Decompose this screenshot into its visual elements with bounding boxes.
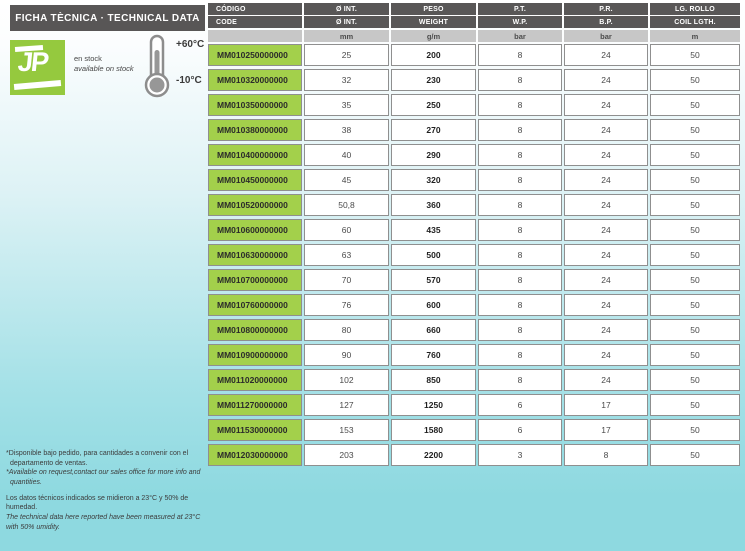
value-cell: 80 bbox=[304, 319, 389, 341]
value-cell: 102 bbox=[304, 369, 389, 391]
value-cell: 24 bbox=[564, 369, 648, 391]
header-wp: W.P. bbox=[478, 16, 562, 28]
value-cell: 660 bbox=[391, 319, 476, 341]
value-cell: 8 bbox=[478, 144, 562, 166]
value-cell: 360 bbox=[391, 194, 476, 216]
header-pt: P.T. bbox=[478, 3, 562, 15]
value-cell: 24 bbox=[564, 94, 648, 116]
table-row bbox=[208, 94, 742, 116]
table-row bbox=[208, 69, 742, 91]
value-cell: 2200 bbox=[391, 444, 476, 466]
header-coil-lgth: COIL LGTH. bbox=[650, 16, 740, 28]
temperature-min: -10°C bbox=[176, 75, 202, 86]
code-cell: MM011020000000 bbox=[208, 369, 302, 391]
table-row bbox=[208, 444, 742, 466]
value-cell: 600 bbox=[391, 294, 476, 316]
value-cell: 200 bbox=[391, 44, 476, 66]
value-cell: 500 bbox=[391, 244, 476, 266]
header-diam-int: Ø INT. bbox=[304, 3, 389, 15]
value-cell: 6 bbox=[478, 394, 562, 416]
header-weight: WEIGHT bbox=[391, 16, 476, 28]
table-row bbox=[208, 219, 742, 241]
value-cell: 8 bbox=[478, 244, 562, 266]
value-cell: 8 bbox=[478, 169, 562, 191]
code-cell: MM010800000000 bbox=[208, 319, 302, 341]
table-row bbox=[208, 194, 742, 216]
value-cell: 17 bbox=[564, 419, 648, 441]
table-row bbox=[208, 369, 742, 391]
jp-logo-bottom-bar bbox=[14, 80, 61, 90]
header-peso: PESO bbox=[391, 3, 476, 15]
code-cell: MM010760000000 bbox=[208, 294, 302, 316]
footnote-availability-es: *Disponible bajo pedido, para cantidades a convenir con el departamento de ventas. bbox=[6, 450, 189, 467]
code-cell: MM010320000000 bbox=[208, 69, 302, 91]
value-cell: 45 bbox=[304, 169, 389, 191]
value-cell: 76 bbox=[304, 294, 389, 316]
value-cell: 50 bbox=[650, 194, 740, 216]
jp-logo-text: JP bbox=[16, 47, 49, 77]
value-cell: 70 bbox=[304, 269, 389, 291]
stock-label-en: available on stock bbox=[74, 64, 134, 74]
value-cell: 50 bbox=[650, 219, 740, 241]
table-body bbox=[208, 44, 742, 466]
header-bp: B.P. bbox=[564, 16, 648, 28]
value-cell: 203 bbox=[304, 444, 389, 466]
value-cell: 6 bbox=[478, 419, 562, 441]
temperature-max: +60°C bbox=[176, 39, 205, 50]
value-cell: 50 bbox=[650, 169, 740, 191]
footnote-conditions-en: The technical data here reported have been measured at 23°C with 50% umidity. bbox=[6, 513, 201, 531]
value-cell: 50,8 bbox=[304, 194, 389, 216]
table-header-row-es bbox=[208, 3, 742, 15]
value-cell: 1580 bbox=[391, 419, 476, 441]
jp-logo bbox=[10, 40, 65, 95]
value-cell: 24 bbox=[564, 219, 648, 241]
value-cell: 320 bbox=[391, 169, 476, 191]
value-cell: 230 bbox=[391, 69, 476, 91]
header-codigo: CÓDIGO bbox=[208, 3, 302, 15]
unit-empty bbox=[208, 30, 302, 42]
value-cell: 50 bbox=[650, 419, 740, 441]
page-title: FICHA TÈCNICA · TECHNICAL DATA bbox=[10, 5, 205, 31]
value-cell: 50 bbox=[650, 444, 740, 466]
value-cell: 50 bbox=[650, 44, 740, 66]
value-cell: 850 bbox=[391, 369, 476, 391]
value-cell: 24 bbox=[564, 69, 648, 91]
table-row bbox=[208, 294, 742, 316]
value-cell: 60 bbox=[304, 219, 389, 241]
footnote-availability-en: *Available on request,contact our sales office for more info and quantities. bbox=[6, 469, 201, 486]
value-cell: 127 bbox=[304, 394, 389, 416]
value-cell: 8 bbox=[478, 319, 562, 341]
value-cell: 8 bbox=[478, 44, 562, 66]
value-cell: 35 bbox=[304, 94, 389, 116]
value-cell: 38 bbox=[304, 119, 389, 141]
header-diam-int-en: Ø INT. bbox=[304, 16, 389, 28]
unit-m: m bbox=[650, 30, 740, 42]
value-cell: 8 bbox=[478, 94, 562, 116]
header-lg-rollo: LG. ROLLO bbox=[650, 3, 740, 15]
value-cell: 50 bbox=[650, 269, 740, 291]
code-cell: MM010900000000 bbox=[208, 344, 302, 366]
value-cell: 8 bbox=[478, 194, 562, 216]
header-pr: P.R. bbox=[564, 3, 648, 15]
code-cell: MM010400000000 bbox=[208, 144, 302, 166]
code-cell: MM012030000000 bbox=[208, 444, 302, 466]
value-cell: 24 bbox=[564, 294, 648, 316]
thermometer-icon bbox=[142, 34, 172, 103]
value-cell: 8 bbox=[478, 119, 562, 141]
table-row bbox=[208, 344, 742, 366]
value-cell: 40 bbox=[304, 144, 389, 166]
table-units-row bbox=[208, 30, 742, 42]
code-cell: MM010250000000 bbox=[208, 44, 302, 66]
code-cell: MM010700000000 bbox=[208, 269, 302, 291]
value-cell: 50 bbox=[650, 244, 740, 266]
value-cell: 435 bbox=[391, 219, 476, 241]
value-cell: 570 bbox=[391, 269, 476, 291]
code-cell: MM011270000000 bbox=[208, 394, 302, 416]
value-cell: 24 bbox=[564, 44, 648, 66]
value-cell: 153 bbox=[304, 419, 389, 441]
unit-gm: g/m bbox=[391, 30, 476, 42]
value-cell: 24 bbox=[564, 144, 648, 166]
value-cell: 50 bbox=[650, 294, 740, 316]
value-cell: 8 bbox=[478, 369, 562, 391]
value-cell: 50 bbox=[650, 119, 740, 141]
value-cell: 50 bbox=[650, 144, 740, 166]
value-cell: 24 bbox=[564, 269, 648, 291]
value-cell: 270 bbox=[391, 119, 476, 141]
value-cell: 50 bbox=[650, 344, 740, 366]
value-cell: 50 bbox=[650, 94, 740, 116]
value-cell: 50 bbox=[650, 394, 740, 416]
stock-availability bbox=[74, 54, 134, 74]
table-row bbox=[208, 394, 742, 416]
table-header-row-en bbox=[208, 16, 742, 28]
value-cell: 8 bbox=[564, 444, 648, 466]
technical-data-table bbox=[208, 3, 742, 469]
code-cell: MM010520000000 bbox=[208, 194, 302, 216]
footnote-conditions-es: Los datos técnicos indicados se midieron a 23°C y 50% de humedad. bbox=[6, 494, 189, 512]
unit-bar-bp: bar bbox=[564, 30, 648, 42]
footnotes bbox=[6, 449, 211, 532]
unit-mm: mm bbox=[304, 30, 389, 42]
value-cell: 250 bbox=[391, 94, 476, 116]
value-cell: 1250 bbox=[391, 394, 476, 416]
value-cell: 3 bbox=[478, 444, 562, 466]
stock-label-es: en stock bbox=[74, 54, 102, 63]
value-cell: 24 bbox=[564, 119, 648, 141]
value-cell: 25 bbox=[304, 44, 389, 66]
code-cell: MM010350000000 bbox=[208, 94, 302, 116]
value-cell: 24 bbox=[564, 194, 648, 216]
value-cell: 8 bbox=[478, 219, 562, 241]
value-cell: 24 bbox=[564, 319, 648, 341]
header-code: CODE bbox=[208, 16, 302, 28]
value-cell: 8 bbox=[478, 69, 562, 91]
value-cell: 50 bbox=[650, 319, 740, 341]
table-row bbox=[208, 419, 742, 441]
value-cell: 90 bbox=[304, 344, 389, 366]
value-cell: 50 bbox=[650, 69, 740, 91]
value-cell: 17 bbox=[564, 394, 648, 416]
value-cell: 760 bbox=[391, 344, 476, 366]
value-cell: 8 bbox=[478, 269, 562, 291]
value-cell: 24 bbox=[564, 244, 648, 266]
code-cell: MM010380000000 bbox=[208, 119, 302, 141]
value-cell: 24 bbox=[564, 169, 648, 191]
value-cell: 290 bbox=[391, 144, 476, 166]
table-row bbox=[208, 319, 742, 341]
table-row bbox=[208, 269, 742, 291]
table-row bbox=[208, 44, 742, 66]
value-cell: 32 bbox=[304, 69, 389, 91]
value-cell: 50 bbox=[650, 369, 740, 391]
code-cell: MM010450000000 bbox=[208, 169, 302, 191]
code-cell: MM010630000000 bbox=[208, 244, 302, 266]
value-cell: 8 bbox=[478, 344, 562, 366]
table-row bbox=[208, 144, 742, 166]
table-row bbox=[208, 169, 742, 191]
unit-bar-wp: bar bbox=[478, 30, 562, 42]
table-row bbox=[208, 244, 742, 266]
table-row bbox=[208, 119, 742, 141]
value-cell: 63 bbox=[304, 244, 389, 266]
value-cell: 24 bbox=[564, 344, 648, 366]
code-cell: MM011530000000 bbox=[208, 419, 302, 441]
value-cell: 8 bbox=[478, 294, 562, 316]
code-cell: MM010600000000 bbox=[208, 219, 302, 241]
